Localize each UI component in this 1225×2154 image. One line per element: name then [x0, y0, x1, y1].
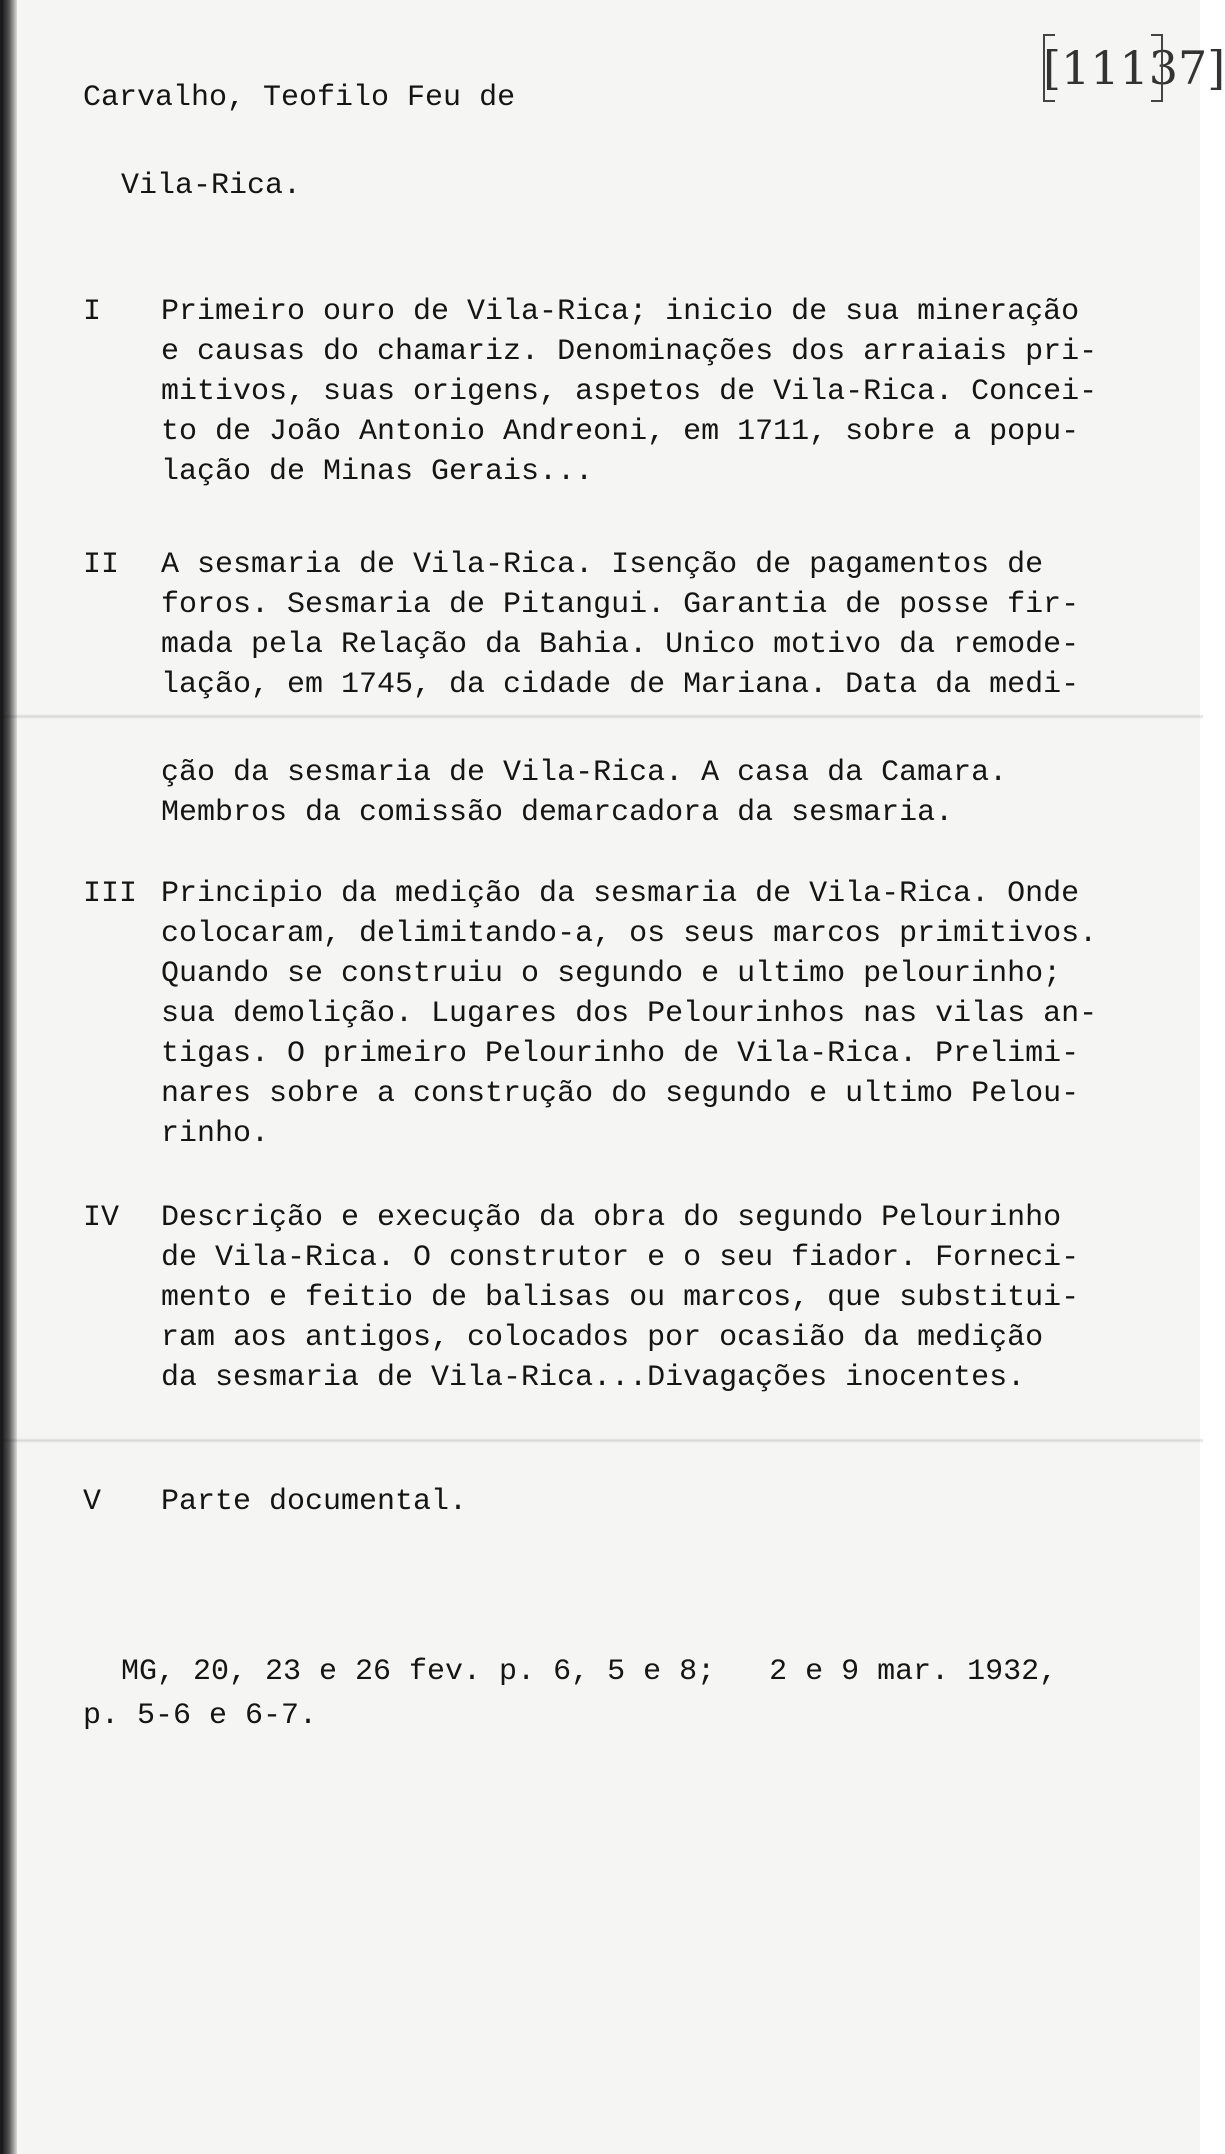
text-line: ram aos antigos, colocados por ocasião da medição	[161, 1321, 1044, 1355]
text-line: da sesmaria de Vila-Rica...Divagações inocentes.	[161, 1361, 1026, 1395]
text-line: lação, em 1745, da cidade de Mariana. Data da medi-	[161, 668, 1080, 702]
text-line: mitivos, suas origens, aspetos de Vila-Rica. Concei-	[161, 375, 1098, 409]
section-text	[161, 292, 1201, 492]
section-text-continued	[161, 753, 1201, 833]
text-line: lação de Minas Gerais...	[161, 455, 594, 489]
section-number: III	[83, 877, 138, 911]
citation-line: MG, 20, 23 e 26 fev. p. 6, 5 e 8; 2 e 9 mar. 1932,	[121, 1655, 1058, 1689]
text-line: Parte documental.	[161, 1485, 468, 1519]
text-line: e causas do chamariz. Denominações dos arraiais pri-	[161, 335, 1098, 369]
text-line: Quando se construiu o segundo e ultimo pelourinho;	[161, 957, 1062, 991]
text-line: to de João Antonio Andreoni, em 1711, sobre a popu-	[161, 415, 1080, 449]
section-text	[161, 1198, 1201, 1398]
citation-line: p. 5-6 e 6-7.	[83, 1699, 318, 1733]
card-fold-line	[3, 714, 1203, 719]
text-line: A sesmaria de Vila-Rica. Isenção de pagamentos de	[161, 548, 1044, 582]
card-fold-line	[3, 1438, 1203, 1443]
text-line: nares sobre a construção do segundo e ultimo Pelou-	[161, 1077, 1080, 1111]
text-line: mada pela Relação da Bahia. Unico motivo da remode-	[161, 628, 1080, 662]
text-line: Principio da medição da sesmaria de Vila-Rica. Onde	[161, 877, 1080, 911]
text-line: foros. Sesmaria de Pitangui. Garantia de posse fir-	[161, 588, 1080, 622]
text-line: colocaram, delimitando-a, os seus marcos primitivos.	[161, 917, 1098, 951]
text-line: Membros da comissão demarcadora da sesmaria.	[161, 796, 954, 830]
card-edge-shadow	[3, 0, 17, 2154]
document-title: Vila-Rica.	[121, 169, 302, 203]
section-text	[161, 545, 1201, 705]
author-name: Carvalho, Teofilo Feu de	[83, 81, 516, 115]
text-line: tigas. O primeiro Pelourinho de Vila-Rica. Prelimi-	[161, 1037, 1080, 1071]
section-number: V	[83, 1485, 102, 1519]
reference-mark: [11137]	[1043, 28, 1163, 108]
section-number: II	[83, 548, 120, 582]
text-line: Descrição e execução da obra do segundo Pelourinho	[161, 1201, 1062, 1235]
text-line: rinho.	[161, 1117, 270, 1151]
text-line: Primeiro ouro de Vila-Rica; inicio de sua mineração	[161, 295, 1080, 329]
section-text	[161, 874, 1201, 1154]
text-line: ção da sesmaria de Vila-Rica. A casa da Camara.	[161, 756, 1008, 790]
text-line: de Vila-Rica. O construtor e o seu fiador. Forneci-	[161, 1241, 1080, 1275]
section-number: I	[83, 295, 102, 329]
section-text	[161, 1482, 1201, 1522]
text-line: mento e feitio de balisas ou marcos, que substitui-	[161, 1281, 1080, 1315]
section-number: IV	[83, 1201, 120, 1235]
text-line: sua demolição. Lugares dos Pelourinhos nas vilas an-	[161, 997, 1098, 1031]
